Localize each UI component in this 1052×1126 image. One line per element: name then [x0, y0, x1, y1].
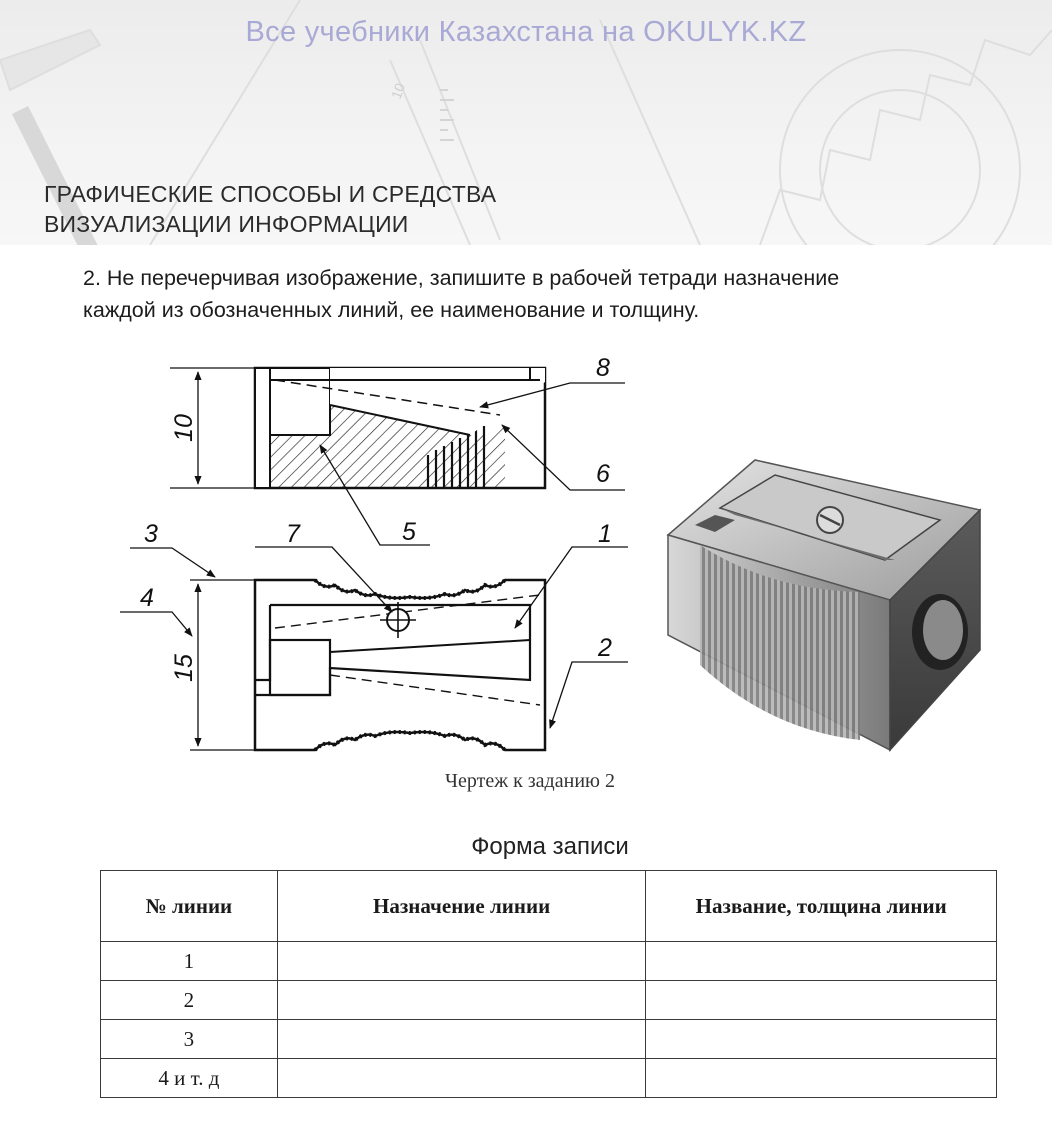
table-row: [101, 981, 997, 1020]
watermark-text: Все учебники Казахстана на OKULYK.KZ: [245, 16, 807, 48]
callout-4: 4: [140, 584, 154, 612]
table-cell: [277, 1059, 646, 1098]
knurl-top: [315, 580, 505, 598]
callout-7: 7: [286, 520, 300, 548]
task-text: [83, 262, 1043, 326]
drawing-caption: Чертеж к заданию 2: [445, 770, 615, 792]
callout-2: 2: [598, 634, 612, 662]
section-title-line-1: ГРАФИЧЕСКИЕ СПОСОБЫ И СРЕДСТВА: [44, 181, 497, 207]
dimension-10-label: 10: [170, 414, 198, 442]
table-row: [101, 942, 997, 981]
table-cell: [646, 942, 997, 981]
callout-6: 6: [596, 460, 610, 488]
dimension-15-label: 15: [170, 654, 198, 682]
screw-symbol: [380, 602, 416, 638]
table-cell: [277, 1020, 646, 1059]
table-cell: [277, 981, 646, 1020]
header-line-number: № линии: [101, 871, 278, 942]
table-cell: 4 и т. д: [101, 1059, 278, 1098]
header-line-name-thickness: Название, толщина линии: [646, 871, 997, 942]
table-cell: 2: [101, 981, 278, 1020]
callout-8: 8: [596, 354, 610, 382]
sharpener-illustration: [660, 420, 1050, 770]
left-slot: [255, 368, 270, 488]
header-line-purpose: Назначение линии: [277, 871, 646, 942]
plan-view: [120, 520, 628, 750]
record-form-table: [100, 870, 997, 1098]
task-line-1: 2. Не перечерчивая изображение, запишите в рабочей тетради назначение: [83, 266, 840, 290]
table-cell: 3: [101, 1020, 278, 1059]
table-cell: [646, 1059, 997, 1098]
knurl-bottom: [315, 732, 505, 750]
callout-1: 1: [598, 520, 612, 548]
callout-3: 3: [144, 520, 158, 548]
table-cell: [646, 1020, 997, 1059]
task-line-2: каждой из обозначенных линий, ее наименование и толщину.: [83, 298, 700, 322]
table-row: [101, 1059, 997, 1098]
callout-5: 5: [402, 518, 416, 546]
svg-text:10: 10: [387, 80, 409, 102]
table-row: [101, 1020, 997, 1059]
table-cell: [646, 981, 997, 1020]
page-header: [0, 0, 1052, 245]
form-title: Форма записи: [471, 833, 629, 860]
blade-block: [270, 368, 330, 435]
table-header-row: [101, 871, 997, 942]
technical-drawing: [110, 350, 650, 770]
section-title: [44, 179, 496, 239]
table-cell: [277, 942, 646, 981]
section-view: [170, 354, 625, 546]
section-title-line-2: ВИЗУАЛИЗАЦИИ ИНФОРМАЦИИ: [44, 211, 409, 237]
table-cell: 1: [101, 942, 278, 981]
